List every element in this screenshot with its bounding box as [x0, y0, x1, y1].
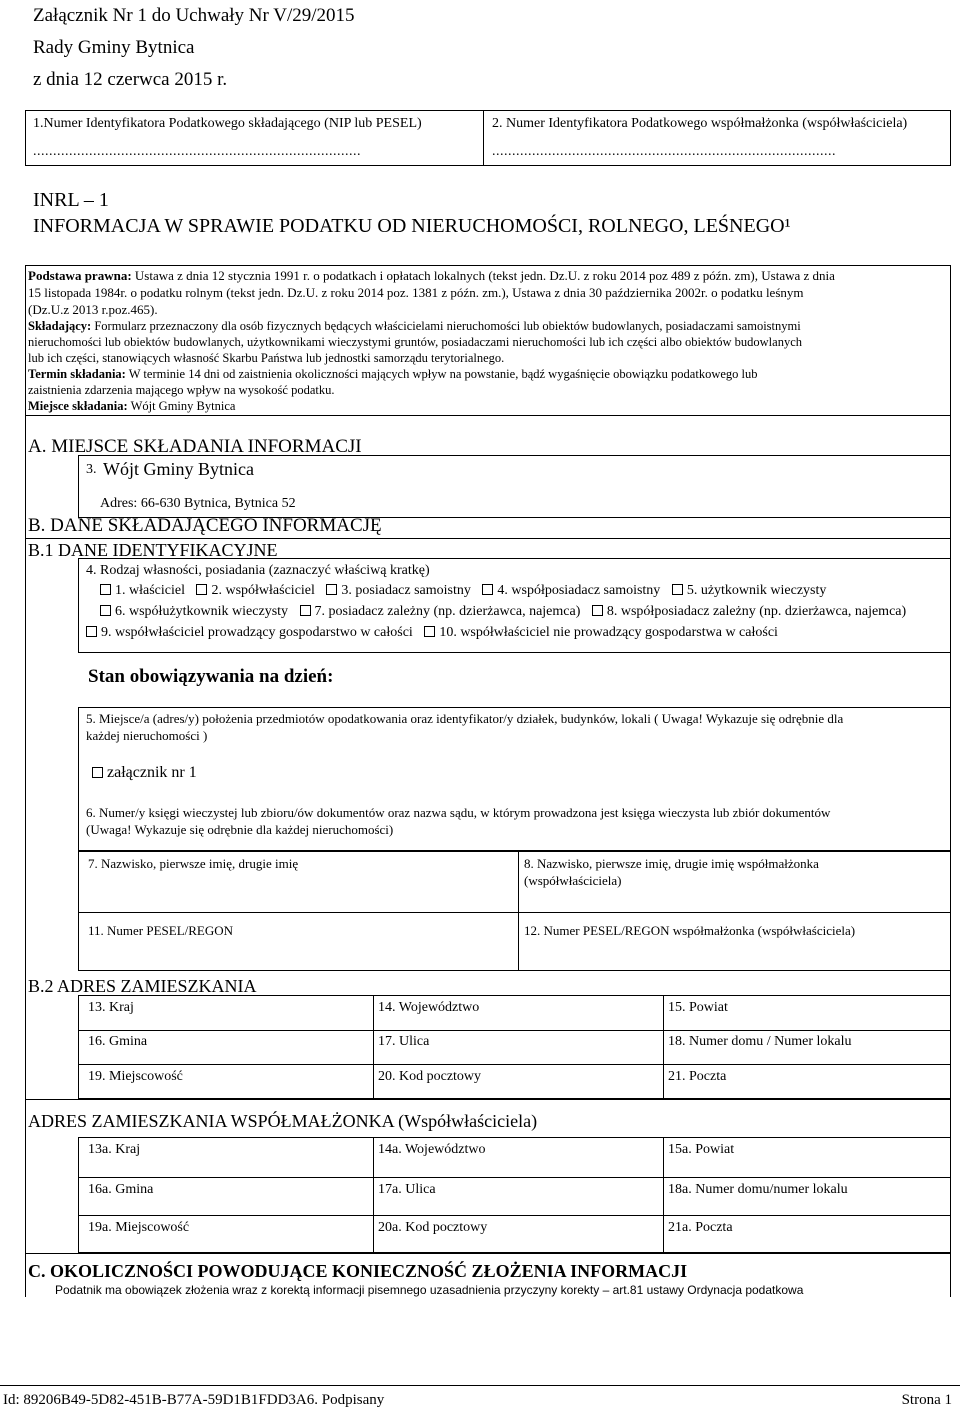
taxpayer-id-label: 1.Numer Identyfikatora Podatkowego składającego (NIP lub PESEL) — [33, 116, 422, 131]
deadline-info — [28, 366, 758, 382]
place-info — [28, 398, 235, 414]
attachment-option[interactable] — [92, 764, 197, 782]
option-co-owner-running-farm[interactable] — [86, 625, 413, 640]
option-perpetual-user[interactable] — [672, 583, 827, 598]
option-co-independent-holder[interactable] — [482, 583, 660, 598]
legal-basis-line1: Ustawa z dnia 12 stycznia 1991 r. o podatkach i opłatach lokalnych (tekst jedn. Dz.U. z roku 2014 poz 489 z późn. zm), Ustawa z dnia — [134, 268, 835, 283]
page-number: Strona 1 — [901, 1392, 952, 1408]
option-independent-holder[interactable] — [326, 583, 470, 598]
attachment-header-line3: z dnia 12 czerwca 2015 r. — [33, 69, 228, 90]
checkbox-icon[interactable] — [326, 584, 337, 595]
attachment-header-line2: Rady Gminy Bytnica — [33, 37, 195, 58]
field-3-number: 3. — [86, 462, 97, 477]
option-label: 1. właściciel — [115, 583, 185, 598]
ownership-label: 4. Rodzaj własności, posiadania (zaznaczyć właściwą kratkę) — [86, 563, 430, 578]
spouse-address-title: ADRES ZAMIESZKANIA WSPÓŁMAŁŻONKA (Współwłaściciela) — [28, 1111, 538, 1131]
checkbox-icon[interactable] — [592, 605, 603, 616]
legal-basis-line3: (Dz.U.z 2013 r.poz.465). — [28, 302, 158, 317]
submitter-line1: Formularz przeznaczony dla osób fizycznych będących właścicielami nieruchomości lub obiektów budowlanych, posiadaczami samoistnymi — [94, 319, 801, 333]
address-row-divider-2 — [78, 1064, 951, 1065]
legal-basis-line2: 15 listopada 1984r. o podatku rolnym (tekst jedn. Dz.U. z roku 2014 poz. 1381 z późn. zm.), Ustawa z dnia 30 października 2002r. o podatku leśnym — [28, 285, 804, 300]
address-col-divider-2 — [663, 995, 664, 1099]
spouse-row-divider-1 — [78, 1177, 951, 1178]
option-owner[interactable] — [100, 583, 185, 598]
attachment-header-line1: Załącznik Nr 1 do Uchwały Nr V/29/2015 — [33, 5, 355, 26]
field-21-label: 21. Poczta — [668, 1069, 727, 1084]
ownership-options-row3 — [86, 625, 786, 641]
field-7-label: 7. Nazwisko, pierwsze imię, drugie imię — [88, 856, 299, 871]
legal-basis — [28, 268, 948, 284]
section-b-title: B. DANE SKŁADAJĄCEGO INFORMACJĘ — [28, 515, 382, 536]
field-11-label: 11. Numer PESEL/REGON — [88, 923, 234, 938]
legal-divider — [25, 415, 951, 416]
field-13a-label: 13a. Kraj — [88, 1142, 141, 1157]
section-b1-title: B.1 DANE IDENTYFIKACYJNE — [28, 540, 278, 560]
place-value: Wójt Gminy Bytnica — [130, 399, 236, 413]
option-label: 6. współużytkownik wieczysty — [115, 604, 289, 619]
b2-bottom-line — [25, 1099, 951, 1100]
spouse-row-divider-2 — [78, 1215, 951, 1216]
field-6-line2: (Uwaga! Wykazuje się odrębnie dla każdej nieruchomości) — [86, 822, 394, 837]
field-17-label: 17. Ulica — [378, 1034, 430, 1049]
field-5-line2: każdej nieruchomości ) — [86, 728, 208, 743]
field-21a-label: 21a. Poczta — [668, 1220, 733, 1235]
spouse-col-divider-1 — [373, 1137, 374, 1253]
option-co-perpetual-user[interactable] — [100, 604, 288, 619]
field-15-label: 15. Powiat — [668, 1000, 728, 1015]
attachment-label: załącznik nr 1 — [107, 764, 197, 781]
field-20-label: 20. Kod pocztowy — [378, 1069, 482, 1084]
checkbox-icon[interactable] — [482, 584, 493, 595]
section-c-title: C. OKOLICZNOŚCI POWODUJĄCE KONIECZNOŚĆ ZŁOŻENIA INFORMACJI — [28, 1261, 688, 1281]
legal-basis-label: Podstawa prawna: — [28, 268, 132, 283]
field-18a-label: 18a. Numer domu/numer lokalu — [668, 1182, 848, 1197]
option-co-dependent-holder[interactable] — [592, 604, 906, 619]
field-5-line1: 5. Miejsce/a (adres/y) położenia przedmiotów opodatkowania oraz identyfikator/y działek, budynków, lokali ( Uwaga! Wykazuje się odrębnie dla — [86, 711, 844, 726]
spouse-bottom-line — [25, 1253, 951, 1254]
checkbox-icon[interactable] — [100, 605, 111, 616]
checkbox-icon[interactable] — [300, 605, 311, 616]
ownership-options-row1 — [100, 583, 834, 599]
footer-rule — [0, 1385, 960, 1386]
document-id: Id: 89206B49-5D82-451B-B77A-59D1B1FDD3A6. Podpisany — [3, 1392, 385, 1408]
option-dependent-holder[interactable] — [300, 604, 581, 619]
section-c-text: Podatnik ma obowiązek złożenia wraz z korektą informacji pisemnego uzasadnienia przyczyny korekty – art.81 ustawy Ordynacja podatkowa — [55, 1283, 804, 1297]
taxpayer-id-field[interactable]: .................................................................................. — [33, 144, 361, 159]
field-19a-label: 19a. Miejscowość — [88, 1220, 190, 1235]
deadline-line1: W terminie 14 dni od zaistnienia okoliczności mających wpływ na powstanie, bądź wygaśnięcie obowiązku podatkowego lub — [128, 367, 758, 381]
option-label: 5. użytkownik wieczysty — [686, 583, 827, 598]
submitter-line2: nieruchomości lub obiektów budowlanych, użytkownikami wieczystymi gruntów, posiadaczami nieruchomości lub ich części albo obiektów budowlanych — [28, 335, 802, 349]
spouse-col-divider-2 — [663, 1137, 664, 1253]
names-divider — [518, 851, 519, 971]
field-18-label: 18. Numer domu / Numer lokalu — [668, 1034, 852, 1049]
submitter-label: Składający: — [28, 319, 92, 333]
submitter-info — [28, 318, 801, 334]
deadline-line2: zaistnienia zdarzenia mającego wpływ na wysokość podatku. — [28, 383, 335, 397]
id-box-divider — [483, 110, 484, 166]
address-row-divider-1 — [78, 1030, 951, 1031]
field-17a-label: 17a. Ulica — [378, 1182, 436, 1197]
spouse-id-label: 2. Numer Identyfikatora Podatkowego współmałżonka (współwłaściciela) — [492, 116, 908, 131]
ownership-options-row2 — [100, 604, 914, 620]
field-20a-label: 20a. Kod pocztowy — [378, 1220, 488, 1235]
option-label: 10. współwłaściciel nie prowadzący gospodarstwa w całości — [439, 625, 778, 640]
names-row-divider — [78, 912, 951, 913]
form-title: INFORMACJA W SPRAWIE PODATKU OD NIERUCHOMOŚCI, ROLNEGO, LEŚNEGO¹ — [33, 215, 791, 237]
field-16-label: 16. Gmina — [88, 1034, 148, 1049]
submitter-line3: lub ich części, stanowiących własność Skarbu Państwa lub jednostki samorządu terytorialnego. — [28, 351, 505, 365]
form-code: INRL – 1 — [33, 189, 109, 211]
checkbox-icon[interactable] — [424, 626, 435, 637]
option-label: 7. posiadacz zależny (np. dzierżawca, najemca) — [314, 604, 581, 619]
office-name: Wójt Gminy Bytnica — [103, 459, 254, 479]
address-col-divider-1 — [373, 995, 374, 1099]
option-label: 8. współposiadacz zależny (np. dzierżawca, najemca) — [606, 604, 907, 619]
place-label: Miejsce składania: — [28, 399, 128, 413]
checkbox-icon[interactable] — [92, 767, 103, 778]
field-13-label: 13. Kraj — [88, 1000, 134, 1015]
spouse-id-field[interactable]: ...................................................................................... — [492, 144, 836, 159]
deadline-label: Termin składania: — [28, 367, 126, 381]
field-8-label-line2: (współwłaściciela) — [524, 873, 622, 888]
section-b-divider — [25, 538, 951, 539]
option-co-owner-not-running-farm[interactable] — [424, 625, 778, 640]
field-8-label-line1: 8. Nazwisko, pierwsze imię, drugie imię współmałżonka — [524, 856, 819, 871]
field-6-line1: 6. Numer/y księgi wieczystej lub zbioru/ów dokumentów oraz nazwa sądu, w którym prowadzona jest księga wieczysta lub zbiór dokumentów — [86, 805, 831, 820]
field-19-label: 19. Miejscowość — [88, 1069, 183, 1084]
checkbox-icon[interactable] — [196, 584, 207, 595]
option-co-owner[interactable] — [196, 583, 314, 598]
office-address: Adres: 66-630 Bytnica, Bytnica 52 — [100, 496, 296, 511]
validity-date-label: Stan obowiązywania na dzień: — [88, 666, 334, 687]
option-label: 3. posiadacz samoistny — [341, 583, 471, 598]
checkbox-icon[interactable] — [86, 626, 97, 637]
field-14a-label: 14a. Województwo — [378, 1142, 486, 1157]
option-label: 2. współwłaściciel — [211, 583, 315, 598]
option-label: 9. współwłaściciel prowadzący gospodarstwo w całości — [101, 625, 413, 640]
field-14-label: 14. Województwo — [378, 1000, 480, 1015]
checkbox-icon[interactable] — [100, 584, 111, 595]
option-label: 4. współposiadacz samoistny — [497, 583, 661, 598]
field-16a-label: 16a. Gmina — [88, 1182, 154, 1197]
field-15a-label: 15a. Powiat — [668, 1142, 735, 1157]
section-b2-title: B.2 ADRES ZAMIESZKANIA — [28, 976, 257, 996]
section-a-title: A. MIEJSCE SKŁADANIA INFORMACJI — [28, 436, 362, 457]
checkbox-icon[interactable] — [672, 584, 683, 595]
field-12-label: 12. Numer PESEL/REGON współmałżonka (współwłaściciela) — [524, 923, 856, 938]
